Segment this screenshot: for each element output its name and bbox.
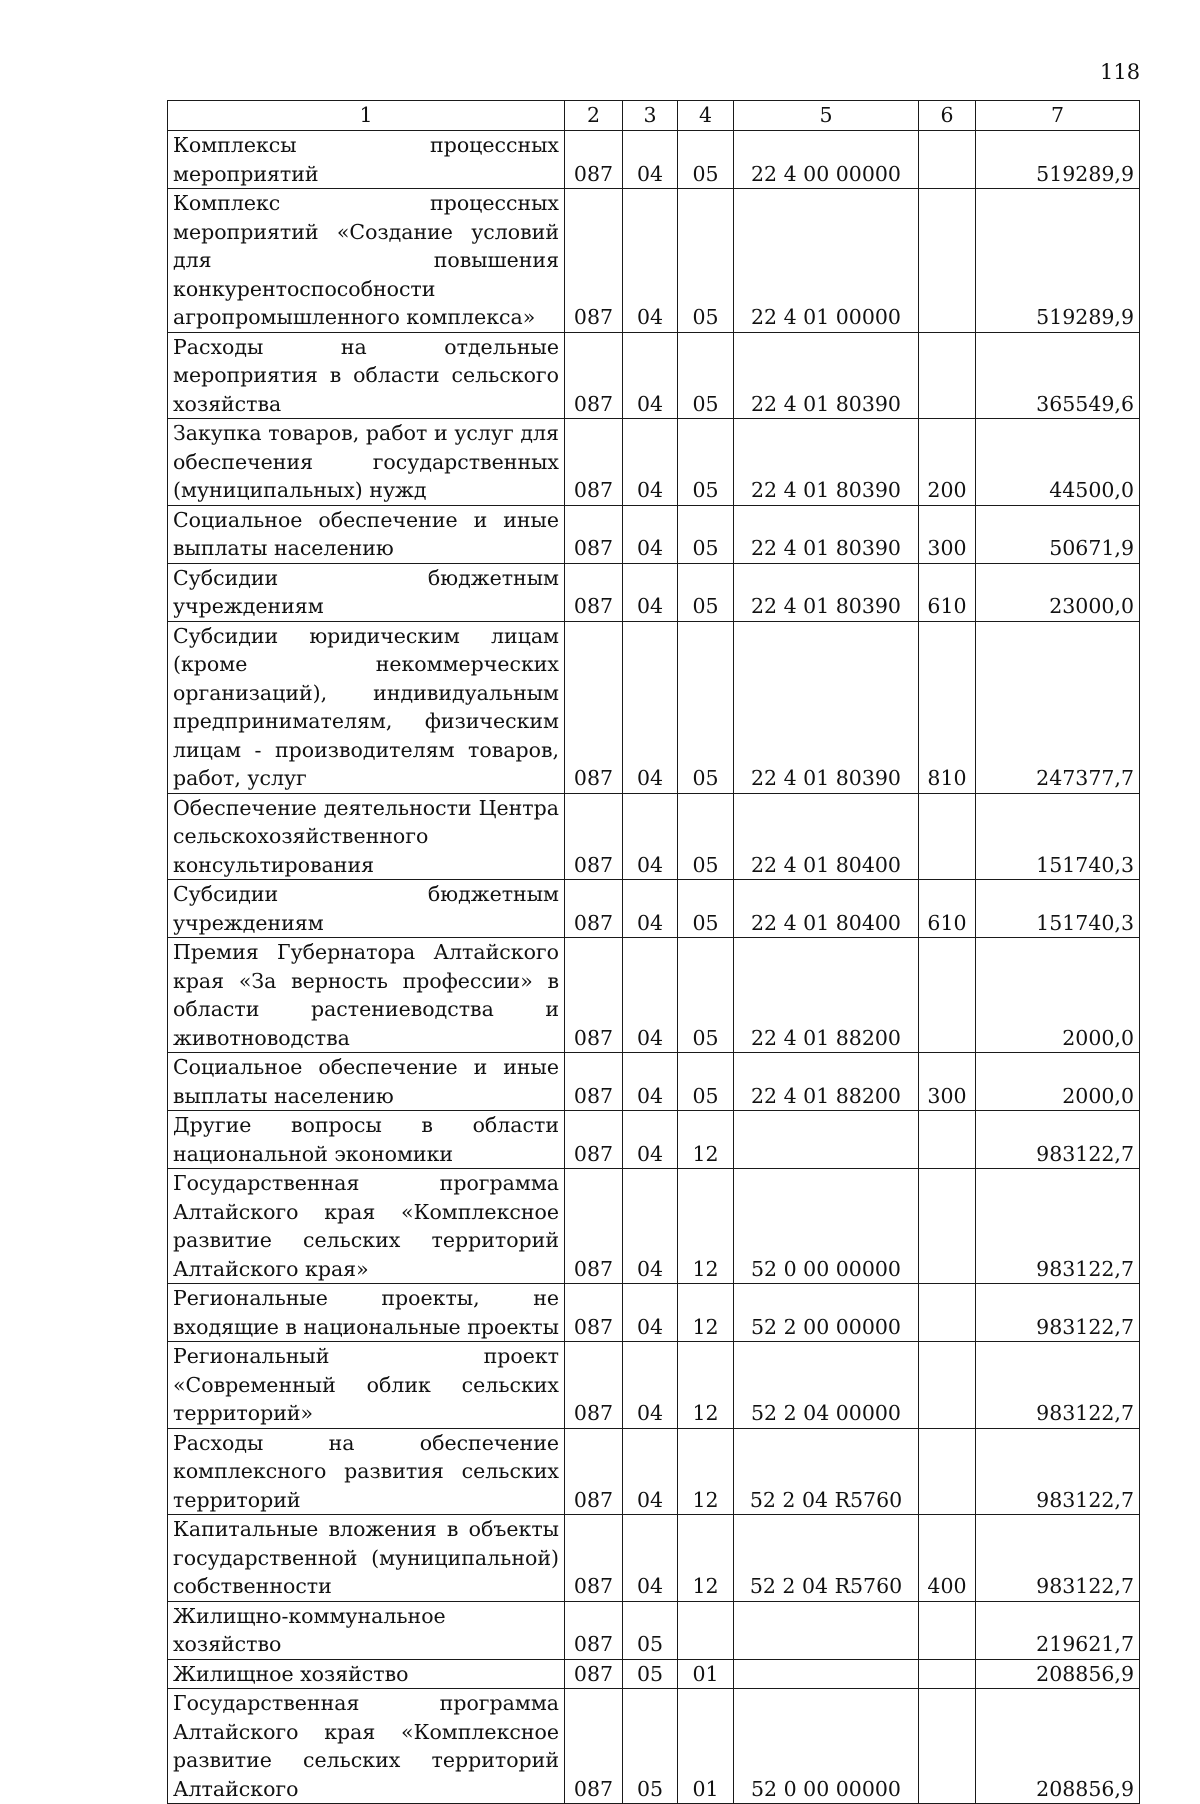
row-target-article-cell: 52 2 04 00000: [734, 1342, 919, 1429]
row-section-cell: 04: [623, 621, 678, 793]
row-target-article-cell: 22 4 01 80400: [734, 880, 919, 938]
row-target-article-cell: 52 0 00 00000: [734, 1689, 919, 1804]
row-ministry-code-cell: 087: [565, 621, 623, 793]
row-target-article-cell: 22 4 01 80390: [734, 621, 919, 793]
row-amount-cell: 519289,9: [976, 189, 1140, 333]
row-subsection-cell: 05: [678, 621, 734, 793]
row-ministry-code-cell: 087: [565, 189, 623, 333]
row-target-article-cell: 22 4 01 80390: [734, 419, 919, 506]
table-row: [168, 131, 1140, 189]
row-section-cell: 05: [623, 1601, 678, 1659]
row-expense-type-cell: 810: [919, 621, 976, 793]
row-subsection-cell: 05: [678, 880, 734, 938]
row-ministry-code-cell: 087: [565, 563, 623, 621]
row-ministry-code-cell: 087: [565, 938, 623, 1053]
row-name-cell: Обеспечение деятельности Центра сельскохозяйственного консультирования: [168, 793, 565, 880]
row-amount-cell: 983122,7: [976, 1428, 1140, 1515]
table-row: [168, 505, 1140, 563]
row-ministry-code-cell: 087: [565, 880, 623, 938]
row-expense-type-cell: [919, 189, 976, 333]
header-col-5: 5: [734, 101, 919, 131]
row-name-cell: Капитальные вложения в объекты государственной (муниципальной) собственности: [168, 1515, 565, 1602]
row-expense-type-cell: [919, 938, 976, 1053]
table-row: [168, 1689, 1140, 1804]
row-section-cell: 04: [623, 1342, 678, 1429]
row-target-article-cell: 22 4 01 88200: [734, 938, 919, 1053]
row-subsection-cell: 01: [678, 1689, 734, 1804]
table-row: [168, 1169, 1140, 1284]
row-expense-type-cell: [919, 793, 976, 880]
row-subsection-cell: 05: [678, 189, 734, 333]
row-name-cell: Государственная программа Алтайского края «Комплексное развитие сельских территорий Алтайского края»: [168, 1169, 565, 1284]
row-section-cell: 04: [623, 1515, 678, 1602]
row-ministry-code-cell: 087: [565, 1659, 623, 1689]
row-subsection-cell: 12: [678, 1111, 734, 1169]
row-name-cell: Комплексы процессных мероприятий: [168, 131, 565, 189]
row-subsection-cell: 12: [678, 1515, 734, 1602]
row-name-cell: Расходы на отдельные мероприятия в области сельского хозяйства: [168, 332, 565, 419]
row-amount-cell: 208856,9: [976, 1689, 1140, 1804]
row-ministry-code-cell: 087: [565, 505, 623, 563]
row-ministry-code-cell: 087: [565, 1169, 623, 1284]
row-expense-type-cell: [919, 1601, 976, 1659]
row-subsection-cell: 05: [678, 938, 734, 1053]
table-row: [168, 1111, 1140, 1169]
row-section-cell: 04: [623, 563, 678, 621]
row-expense-type-cell: [919, 1284, 976, 1342]
row-expense-type-cell: [919, 1428, 976, 1515]
row-name-cell: Другие вопросы в области национальной экономики: [168, 1111, 565, 1169]
row-name-cell: Субсидии бюджетным учреждениям: [168, 880, 565, 938]
row-target-article-cell: 22 4 01 80400: [734, 793, 919, 880]
row-name-cell: Субсидии юридическим лицам (кроме некоммерческих организаций), индивидуальным предпринимателям, физическим лицам - производителям товаров, работ, услуг: [168, 621, 565, 793]
row-subsection-cell: 05: [678, 419, 734, 506]
row-target-article-cell: [734, 1111, 919, 1169]
row-expense-type-cell: 400: [919, 1515, 976, 1602]
table-row: [168, 793, 1140, 880]
row-amount-cell: 50671,9: [976, 505, 1140, 563]
budget-table: [167, 100, 1140, 1804]
row-expense-type-cell: 610: [919, 880, 976, 938]
row-ministry-code-cell: 087: [565, 1515, 623, 1602]
row-amount-cell: 365549,6: [976, 332, 1140, 419]
row-expense-type-cell: [919, 1111, 976, 1169]
row-target-article-cell: [734, 1659, 919, 1689]
row-amount-cell: 208856,9: [976, 1659, 1140, 1689]
row-subsection-cell: 01: [678, 1659, 734, 1689]
row-expense-type-cell: 200: [919, 419, 976, 506]
row-amount-cell: 247377,7: [976, 621, 1140, 793]
row-ministry-code-cell: 087: [565, 419, 623, 506]
table-row: [168, 880, 1140, 938]
row-target-article-cell: 52 2 04 R5760: [734, 1515, 919, 1602]
row-name-cell: Субсидии бюджетным учреждениям: [168, 563, 565, 621]
row-subsection-cell: 05: [678, 563, 734, 621]
row-expense-type-cell: [919, 1689, 976, 1804]
row-target-article-cell: 52 2 04 R5760: [734, 1428, 919, 1515]
row-target-article-cell: 52 0 00 00000: [734, 1169, 919, 1284]
row-expense-type-cell: 300: [919, 1053, 976, 1111]
table-row: [168, 1342, 1140, 1429]
row-section-cell: 05: [623, 1659, 678, 1689]
row-amount-cell: 983122,7: [976, 1111, 1140, 1169]
row-ministry-code-cell: 087: [565, 1111, 623, 1169]
header-col-1: 1: [168, 101, 565, 131]
row-section-cell: 04: [623, 880, 678, 938]
row-section-cell: 04: [623, 793, 678, 880]
row-name-cell: Жилищно-коммунальное хозяйство: [168, 1601, 565, 1659]
row-expense-type-cell: [919, 1659, 976, 1689]
row-amount-cell: 23000,0: [976, 563, 1140, 621]
row-target-article-cell: 22 4 01 88200: [734, 1053, 919, 1111]
row-amount-cell: 519289,9: [976, 131, 1140, 189]
row-section-cell: 04: [623, 938, 678, 1053]
row-target-article-cell: 52 2 00 00000: [734, 1284, 919, 1342]
row-section-cell: 04: [623, 131, 678, 189]
row-name-cell: Социальное обеспечение и иные выплаты населению: [168, 505, 565, 563]
table-row: [168, 1428, 1140, 1515]
table-row: [168, 563, 1140, 621]
page-number: 118: [1100, 60, 1141, 84]
row-subsection-cell: 05: [678, 1053, 734, 1111]
header-col-7: 7: [976, 101, 1140, 131]
row-ministry-code-cell: 087: [565, 1342, 623, 1429]
row-section-cell: 04: [623, 1169, 678, 1284]
row-subsection-cell: 05: [678, 332, 734, 419]
row-expense-type-cell: [919, 332, 976, 419]
row-section-cell: 04: [623, 1111, 678, 1169]
row-target-article-cell: 22 4 01 00000: [734, 189, 919, 333]
row-subsection-cell: [678, 1601, 734, 1659]
row-ministry-code-cell: 087: [565, 131, 623, 189]
row-target-article-cell: 22 4 01 80390: [734, 505, 919, 563]
row-expense-type-cell: [919, 131, 976, 189]
row-ministry-code-cell: 087: [565, 332, 623, 419]
row-amount-cell: 151740,3: [976, 880, 1140, 938]
row-section-cell: 04: [623, 505, 678, 563]
row-name-cell: Региональный проект «Современный облик сельских территорий»: [168, 1342, 565, 1429]
row-ministry-code-cell: 087: [565, 1053, 623, 1111]
row-name-cell: Премия Губернатора Алтайского края «За верность профессии» в области растениеводства и животноводства: [168, 938, 565, 1053]
row-name-cell: Жилищное хозяйство: [168, 1659, 565, 1689]
row-name-cell: Социальное обеспечение и иные выплаты населению: [168, 1053, 565, 1111]
row-amount-cell: 983122,7: [976, 1169, 1140, 1284]
row-amount-cell: 2000,0: [976, 1053, 1140, 1111]
row-name-cell: Закупка товаров, работ и услуг для обеспечения государственных (муниципальных) нужд: [168, 419, 565, 506]
table-row: [168, 1284, 1140, 1342]
row-target-article-cell: 22 4 00 00000: [734, 131, 919, 189]
row-subsection-cell: 05: [678, 505, 734, 563]
row-name-cell: Комплекс процессных мероприятий «Создание условий для повышения конкурентоспособности агропромышленного комплекса»: [168, 189, 565, 333]
row-section-cell: 04: [623, 1053, 678, 1111]
row-subsection-cell: 12: [678, 1284, 734, 1342]
row-target-article-cell: 22 4 01 80390: [734, 563, 919, 621]
table-row: [168, 332, 1140, 419]
row-subsection-cell: 12: [678, 1169, 734, 1284]
row-expense-type-cell: [919, 1342, 976, 1429]
row-target-article-cell: 22 4 01 80390: [734, 332, 919, 419]
row-ministry-code-cell: 087: [565, 1284, 623, 1342]
header-col-4: 4: [678, 101, 734, 131]
row-name-cell: Государственная программа Алтайского края «Комплексное развитие сельских территорий Алтайского: [168, 1689, 565, 1804]
row-section-cell: 04: [623, 1284, 678, 1342]
row-ministry-code-cell: 087: [565, 1428, 623, 1515]
table-row: [168, 1053, 1140, 1111]
row-amount-cell: 151740,3: [976, 793, 1140, 880]
row-name-cell: Расходы на обеспечение комплексного развития сельских территорий: [168, 1428, 565, 1515]
row-amount-cell: 2000,0: [976, 938, 1140, 1053]
row-target-article-cell: [734, 1601, 919, 1659]
row-expense-type-cell: [919, 1169, 976, 1284]
row-ministry-code-cell: 087: [565, 1689, 623, 1804]
header-col-6: 6: [919, 101, 976, 131]
row-subsection-cell: 05: [678, 793, 734, 880]
header-col-2: 2: [565, 101, 623, 131]
table-row: [168, 189, 1140, 333]
table-row: [168, 1515, 1140, 1602]
table-row: [168, 1601, 1140, 1659]
row-section-cell: 04: [623, 189, 678, 333]
row-amount-cell: 44500,0: [976, 419, 1140, 506]
table-row: [168, 621, 1140, 793]
row-amount-cell: 983122,7: [976, 1284, 1140, 1342]
row-section-cell: 04: [623, 419, 678, 506]
row-section-cell: 04: [623, 1428, 678, 1515]
row-amount-cell: 983122,7: [976, 1342, 1140, 1429]
table-row: [168, 938, 1140, 1053]
table-row: [168, 419, 1140, 506]
row-expense-type-cell: 610: [919, 563, 976, 621]
row-subsection-cell: 12: [678, 1428, 734, 1515]
table-row: [168, 1659, 1140, 1689]
row-subsection-cell: 05: [678, 131, 734, 189]
row-subsection-cell: 12: [678, 1342, 734, 1429]
row-ministry-code-cell: 087: [565, 1601, 623, 1659]
row-expense-type-cell: 300: [919, 505, 976, 563]
row-ministry-code-cell: 087: [565, 793, 623, 880]
header-col-3: 3: [623, 101, 678, 131]
row-amount-cell: 219621,7: [976, 1601, 1140, 1659]
header-row: [168, 101, 1140, 131]
row-amount-cell: 983122,7: [976, 1515, 1140, 1602]
row-section-cell: 04: [623, 332, 678, 419]
row-section-cell: 05: [623, 1689, 678, 1804]
row-name-cell: Региональные проекты, не входящие в национальные проекты: [168, 1284, 565, 1342]
